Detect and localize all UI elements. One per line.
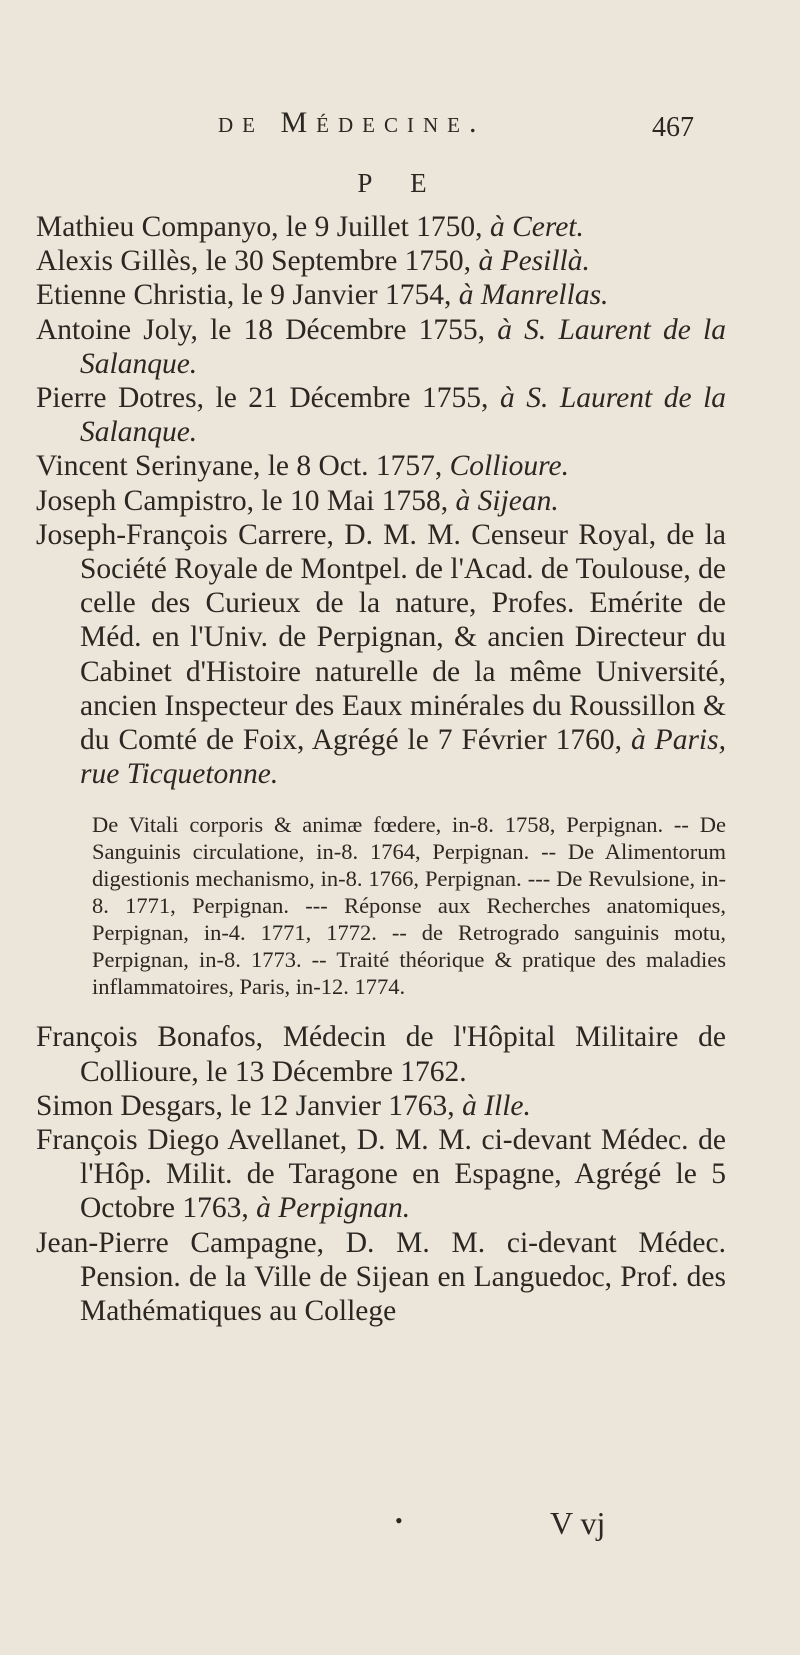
- publication-note: De Vitali corporis & animæ fœdere, in-8. 1758, Perpignan. -- De Sanguinis circulatione, in-8. 1764, Perpignan. -- De Alimentorum digestionis mechanismo, in-8. 1766, Perpignan. --- De Revulsione, in-8. 1771, Perpignan. --- Réponse aux Recherches anatomiques, Perpignan, in-4. 1771, 1772. -- de Retrogrado sanguinis motu, Perpignan, in-8. 1773. -- Traité théorique & pratique des maladies inflammatoires, Paris, in-12. 1774.: [92, 812, 726, 1000]
- page-header: [0, 100, 800, 160]
- section-heading: P E: [357, 168, 443, 198]
- entry-6: Vincent Serinyane, le 8 Oct. 1757, Collioure.: [36, 450, 569, 483]
- entry-11: François Diego Avellanet, D. M. M. ci-devant Médec. de l'Hôp. Milit. de Taragone en Espagne, Agrégé le 5 Octobre 1763, à Perpignan.: [36, 1124, 726, 1225]
- entries-list: [36, 210, 726, 1328]
- entry-7: Joseph Campistro, le 10 Mai 1758, à Sijean.: [36, 484, 559, 517]
- entry-10: Simon Desgars, le 12 Janvier 1763, à Ille.: [36, 1089, 531, 1122]
- entry-4: Antoine Joly, le 18 Décembre 1755, à S. Laurent de la Salanque.: [36, 313, 726, 380]
- signature-mark: V vj: [550, 1505, 606, 1541]
- entry-5: Pierre Dotres, le 21 Décembre 1755, à S. Laurent de la Salanque.: [36, 382, 727, 449]
- entry-9: François Bonafos, Médecin de l'Hôpital Militaire de Collioure, le 13 Décembre 1762.: [36, 1021, 726, 1088]
- entry-2: Alexis Gillès, le 30 Septembre 1750, à Pesillà.: [36, 245, 590, 278]
- entry-12: Jean-Pierre Campagne, D. M. M. ci-devant Médec. Pension. de la Ville de Sijean en Languedoc, Prof. des Mathématiques au College: [36, 1226, 726, 1328]
- ornament-dot: •: [395, 1508, 403, 1533]
- entry-3: Etienne Christia, le 9 Janvier 1754, à Manrellas.: [36, 279, 609, 312]
- entry-1: Mathieu Companyo, le 9 Juillet 1750, à Ceret.: [36, 211, 584, 243]
- entry-8: Joseph-François Carrere, D. M. M. Censeur Royal, de la Société Royale de Montpel. de l'Acad. de Toulouse, de celle des Curieux de la nature, Profes. Emérite de Méd. en l'Univ. de Perpignan, & ancien Directeur du Cabinet d'Histoire naturelle de la même Université, ancien Inspecteur des Eaux minérales du Roussillon & du Comté de Foix, Agrégé le 7 Février 1760, à Paris, rue Ticquetonne. De Vitali corporis & animæ fœdere, in-8. 1758, Perpignan. -- De Sanguinis circulatione, in-8. 1764, Perpignan. -- De Alimentorum digestionis mechanismo, in-8. 1766, Perpignan. --- De Revulsione, in-8. 1771, Perpignan. --- Réponse aux Recherches anatomiques, Perpignan, in-4. 1771, 1772. -- de Retrogrado sanguinis motu, Perpignan, in-8. 1773. -- Traité théorique & pratique des maladies inflammatoires, Paris, in-12. 1774.: [36, 518, 726, 1000]
- page-number: 467: [652, 112, 694, 143]
- running-title: de Médecine.: [218, 106, 486, 139]
